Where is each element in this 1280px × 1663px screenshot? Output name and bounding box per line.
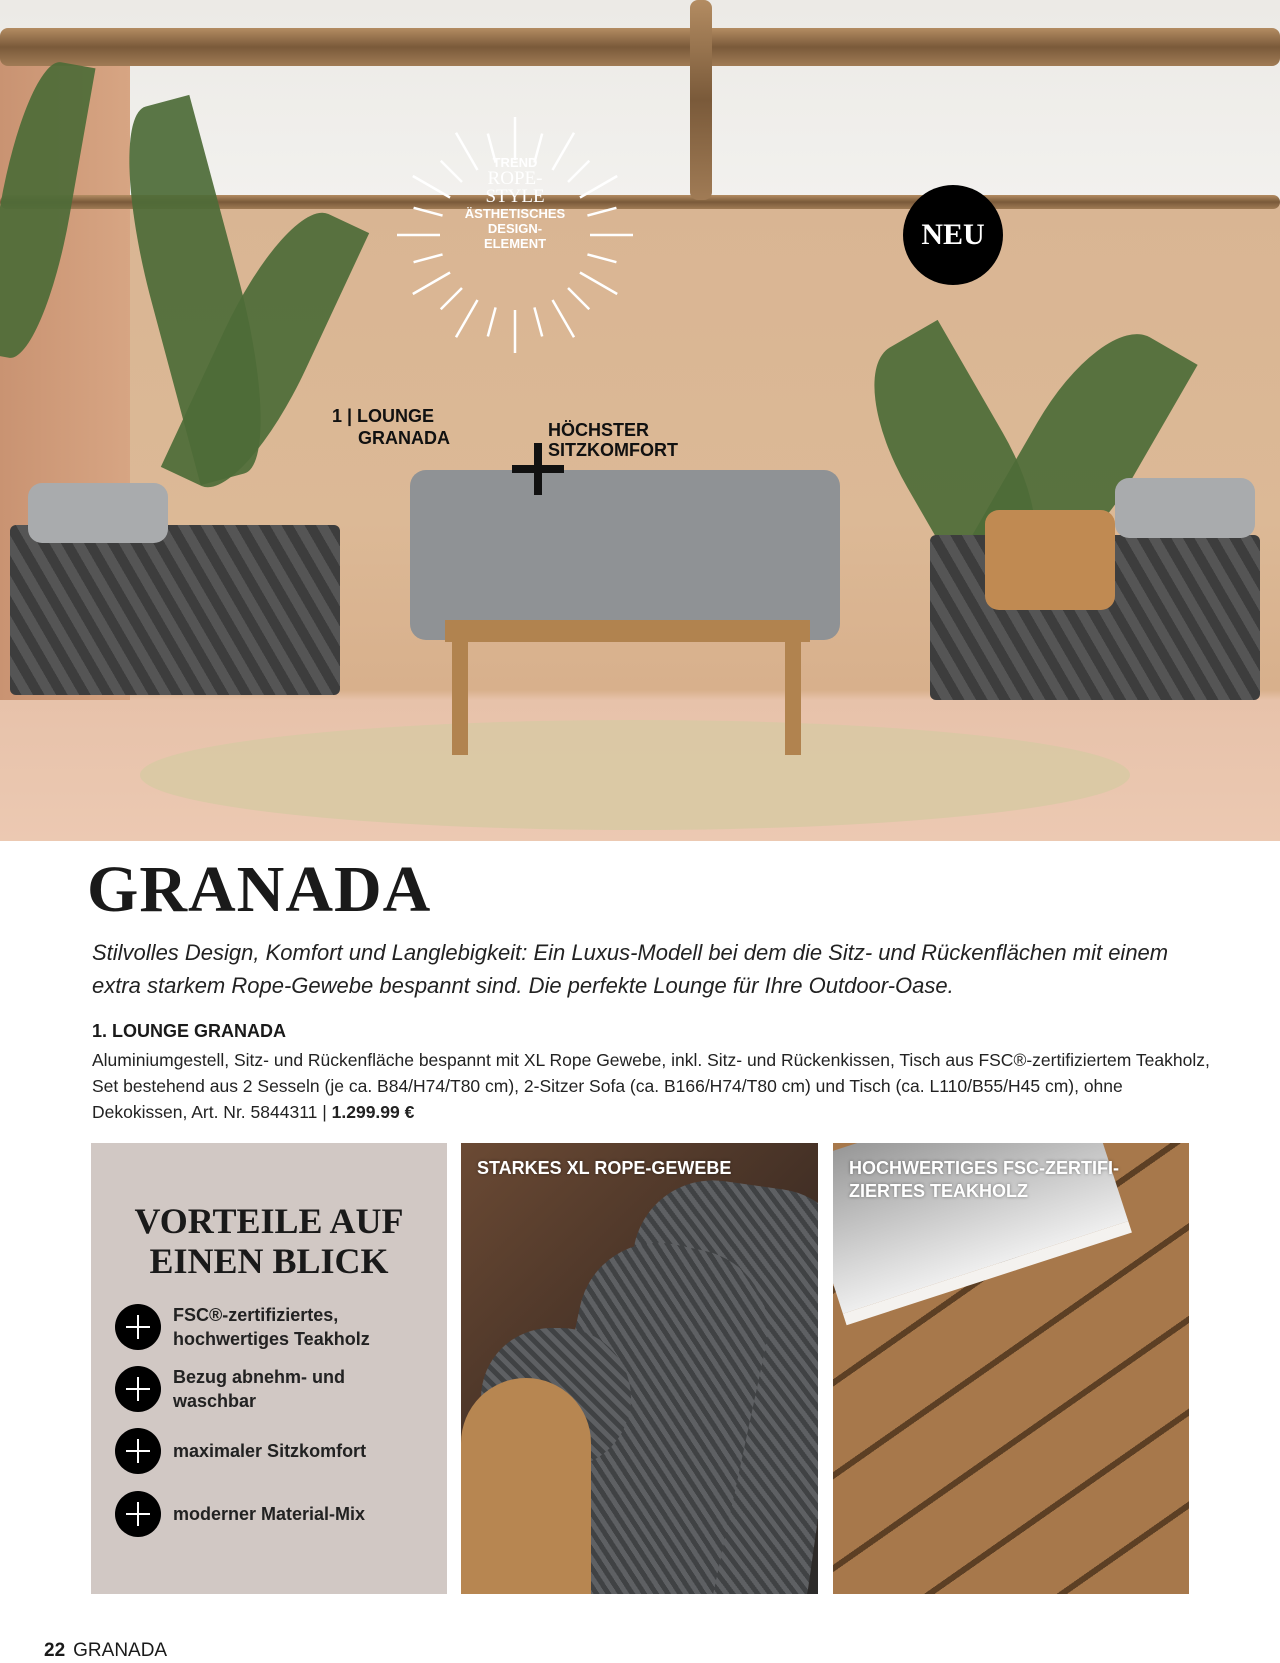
label-line: 1 | LOUNGE: [332, 406, 435, 426]
sun-ray: [456, 300, 478, 337]
badge-text: ELEMENT: [483, 236, 547, 251]
trend-badge: [395, 115, 635, 355]
comfort-label: [548, 420, 678, 460]
sun-ray: [568, 288, 589, 309]
sun-ray: [587, 254, 616, 262]
page-title: GRANADA: [87, 853, 432, 926]
advantage-item: [115, 1365, 413, 1413]
advantage-text: moderner Material-Mix: [173, 1504, 366, 1524]
plus-icon: [115, 1304, 161, 1350]
description-text: Aluminiumgestell, Sitz- und Rückenfläche bespannt mit XL Rope Gewebe, inkl. Sitz- und Rückenkissen, Tisch aus FSC®-zertifiziertem Teakholz, Set bestehend aus 2 Sesseln (je ca. B84/H74/T80 cm), 2-Sitzer Sofa (ca. B166/H74/T80 cm) und Tisch (ca. L110/B55/H45 cm), ohne Dekokissen, Art. Nr. 5844311 |: [92, 1050, 1210, 1122]
intro-text: Stilvolles Design, Komfort und Langlebigkeit: Ein Luxus-Modell bei dem die Sitz- und Rückenflächen mit einem extra starkem Rope-Gewebe bespannt sind. Die perfekte Lounge für Ihre Outdoor-Oase.: [92, 940, 1169, 998]
advantage-text: Bezug abnehm- und waschbar: [173, 1367, 345, 1411]
caption-line: HOCHWERTIGES FSC-ZERTIFI-: [849, 1158, 1119, 1178]
rug: [140, 720, 1130, 830]
cushion: [1115, 478, 1255, 538]
badge-text: STYLE: [485, 186, 545, 207]
lounge-label: [332, 405, 450, 449]
label-line: SITZKOMFORT: [548, 440, 678, 460]
sun-ray: [488, 307, 496, 336]
sun-ray: [414, 254, 443, 262]
table-leg: [785, 640, 801, 755]
table-leg: [452, 640, 468, 755]
sofa: [410, 470, 840, 640]
plus-icon: [115, 1428, 161, 1474]
page-number: 22: [44, 1640, 66, 1661]
sun-ray: [580, 273, 617, 295]
sun-ray: [553, 300, 575, 337]
rope-detail-image: [461, 1143, 818, 1594]
new-badge: NEU: [903, 185, 1003, 285]
badge-text: DESIGN-: [487, 221, 543, 236]
title-line: VORTEILE AUF: [134, 1201, 404, 1241]
advantage-item: [115, 1491, 413, 1537]
advantage-text: maximaler Sitzkomfort: [173, 1441, 367, 1461]
sun-ray: [534, 307, 542, 336]
pergola-post: [690, 0, 712, 200]
advantage-item: [115, 1428, 413, 1474]
advantages-box: [91, 1143, 447, 1594]
price: 1.299.99 €: [331, 1102, 415, 1122]
teak-detail-image: [833, 1143, 1189, 1594]
advantages-title: [91, 1201, 447, 1281]
advantage-item: [115, 1303, 413, 1351]
table: [445, 620, 810, 642]
product-description: [92, 1047, 1212, 1125]
image-caption: STARKES XL ROPE-GEWEBE: [477, 1158, 732, 1178]
advantage-text: FSC®-zertifiziertes, hochwertiges Teakholz: [173, 1305, 370, 1349]
sun-ray: [441, 288, 462, 309]
armrest: [461, 1378, 591, 1594]
image-caption: [849, 1157, 1119, 1203]
badge-text: ROPE-: [487, 168, 543, 189]
caption-line: ZIERTES TEAKHOLZ: [849, 1181, 1028, 1201]
armchair-left: [10, 525, 340, 695]
pergola-beam: [0, 28, 1280, 66]
page-footer: [44, 1640, 167, 1662]
cushion: [985, 510, 1115, 610]
cushion: [28, 483, 168, 543]
badge-text: TREND: [492, 155, 538, 170]
section-name: GRANADA: [73, 1640, 168, 1661]
product-heading: 1. LOUNGE GRANADA: [92, 1021, 287, 1041]
sun-ray: [413, 273, 450, 295]
label-line: GRANADA: [358, 428, 450, 448]
badge-text: ÄSTHETISCHES: [464, 206, 566, 221]
plus-icon: [115, 1366, 161, 1412]
title-line: EINEN BLICK: [149, 1241, 389, 1281]
plus-icon: [115, 1491, 161, 1537]
label-line: HÖCHSTER: [548, 420, 650, 440]
